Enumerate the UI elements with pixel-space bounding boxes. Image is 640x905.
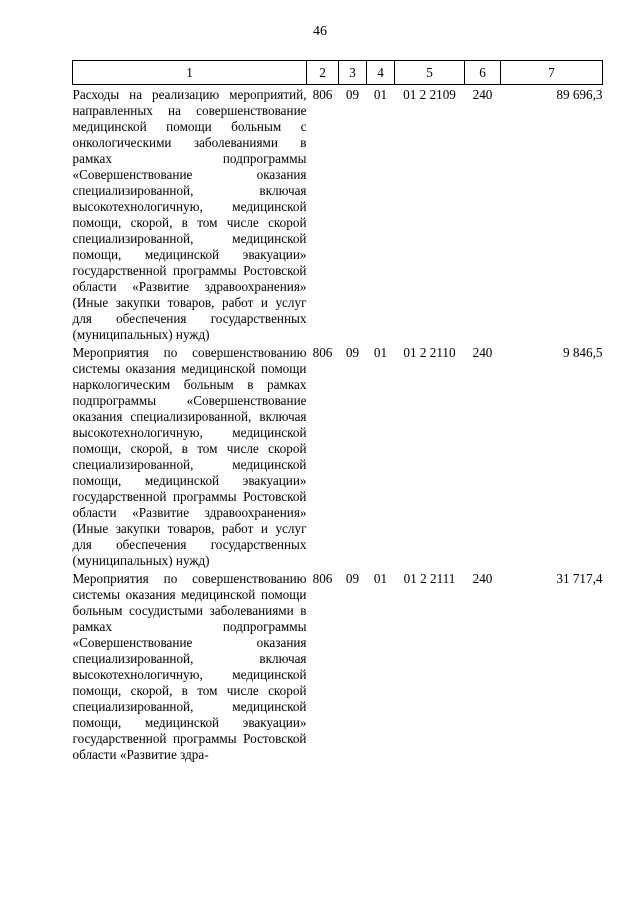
row-description: Мероприятия по совершенствованию системы оказания медицинской помощи наркологическим больным в рамках подпрограммы «Совершенствование оказания специализированной, включая высокотехнологичную, медицинской помощи, скорой, в том числе скорой специализированной, медицинской помощи, медицинской эвакуации» государственной программы Ростовской области «Развитие здравоохранения» (Иные закупки товаров, работ и услуг для обеспечения государственных (муниципальных) нужд) xyxy=(72,345,307,568)
row-ministry-code: 806 xyxy=(312,571,333,586)
row-subsection-code: 01 xyxy=(373,87,388,102)
row-amount: 89 696,3 xyxy=(556,87,603,102)
row-section-code: 09 xyxy=(345,87,360,102)
row-section-code: 09 xyxy=(345,345,360,360)
row-description: Мероприятия по совершенствованию системы оказания медицинской помощи больным сосудистыми заболеваниями в рамках подпрограммы «Совершенствование оказания специализированной, включая высокотехнологичную, медицинской помощи, скорой, в том числе скорой специализированной, медицинской помощи, медицинской эвакуации» государственной программы Ростовской области «Развитие здра- xyxy=(72,571,307,762)
budget-table xyxy=(72,60,603,763)
row-section-code: 09 xyxy=(345,571,360,586)
row-target-article: 01 2 2109 xyxy=(403,87,456,102)
row-subsection-code: 01 xyxy=(373,571,388,586)
table-row xyxy=(73,85,603,344)
table-row xyxy=(73,569,603,763)
column-header-2: 2 xyxy=(307,61,339,85)
column-header-5: 5 xyxy=(395,61,465,85)
column-header-7: 7 xyxy=(501,61,603,85)
row-amount: 31 717,4 xyxy=(556,571,603,586)
table-header-row xyxy=(73,61,603,85)
column-header-1: 1 xyxy=(73,61,307,85)
page-number: 46 xyxy=(313,24,327,39)
row-subsection-code: 01 xyxy=(373,345,388,360)
row-expense-type: 240 xyxy=(472,87,493,102)
row-ministry-code: 806 xyxy=(312,87,333,102)
column-header-3: 3 xyxy=(339,61,367,85)
row-target-article: 01 2 2111 xyxy=(403,571,456,586)
row-ministry-code: 806 xyxy=(312,345,333,360)
row-expense-type: 240 xyxy=(472,571,493,586)
row-description: Расходы на реализацию мероприятий, направленных на совершенствование медицинской помощи больным с онкологическими заболеваниями в рамках подпрограммы «Совершенствование оказания специализированной, включая высокотехнологичную, медицинской помощи, скорой, в том числе скорой специализированной, медицинской помощи, медицинской эвакуации» государственной программы Ростовской области «Развитие здравоохранения» (Иные закупки товаров, работ и услуг для обеспечения государственных (муниципальных) нужд) xyxy=(72,87,307,342)
row-amount: 9 846,5 xyxy=(562,345,603,360)
row-expense-type: 240 xyxy=(472,345,493,360)
column-header-6: 6 xyxy=(465,61,501,85)
row-target-article: 01 2 2110 xyxy=(403,345,456,360)
table-row xyxy=(73,343,603,569)
column-header-4: 4 xyxy=(367,61,395,85)
